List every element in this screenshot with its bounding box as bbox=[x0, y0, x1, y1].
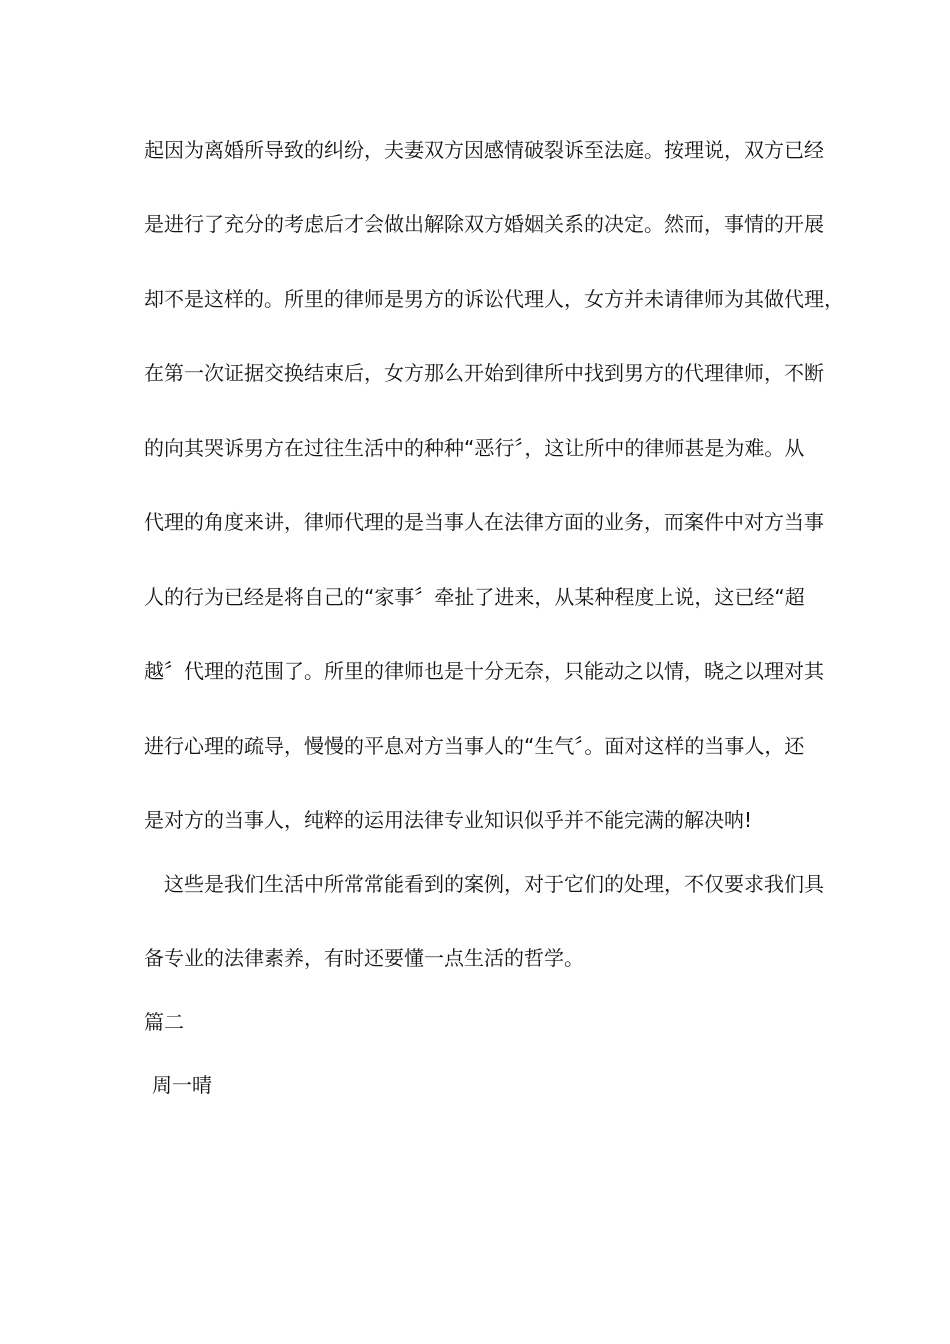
section-heading: 篇二 bbox=[144, 1010, 184, 1034]
body-line: 的向其哭诉男方在过往生活中的种种“恶行〞，这让所中的律师甚是为难。从 bbox=[144, 436, 805, 460]
body-line: 越〞代理的范围了。所里的律师也是十分无奈，只能动之以情，晓之以理对其 bbox=[144, 659, 824, 683]
body-line: 在第一次证据交换结束后，女方那么开始到律所中找到男方的代理律师，不断 bbox=[144, 361, 824, 385]
body-line: 备专业的法律素养，有时还要懂一点生活的哲学。 bbox=[144, 946, 584, 970]
body-line: 进行心理的疏导，慢慢的平息对方当事人的“生气〞。面对这样的当事人，还 bbox=[144, 734, 805, 758]
body-line: 是进行了充分的考虑后才会做出解除双方婚姻关系的决定。然而，事情的开展 bbox=[144, 212, 824, 236]
body-line: 是对方的当事人，纯粹的运用法律专业知识似乎并不能完满的解决呐! bbox=[144, 808, 753, 832]
body-line: 却不是这样的。所里的律师是男方的诉讼代理人，女方并未请律师为其做代理， bbox=[144, 287, 844, 311]
diary-entry: 周一晴 bbox=[152, 1073, 212, 1097]
body-line: 人的行为已经是将自己的“家事〞牵扯了进来，从某种程度上说，这已经“超 bbox=[144, 585, 805, 609]
body-line: 代理的角度来讲，律师代理的是当事人在法律方面的业务，而案件中对方当事 bbox=[144, 510, 824, 534]
body-line: 起因为离婚所导致的纠纷，夫妻双方因感情破裂诉至法庭。按理说，双方已经 bbox=[144, 138, 824, 162]
body-line: 这些是我们生活中所常常能看到的案例，对于它们的处理，不仅要求我们具 bbox=[144, 872, 824, 896]
